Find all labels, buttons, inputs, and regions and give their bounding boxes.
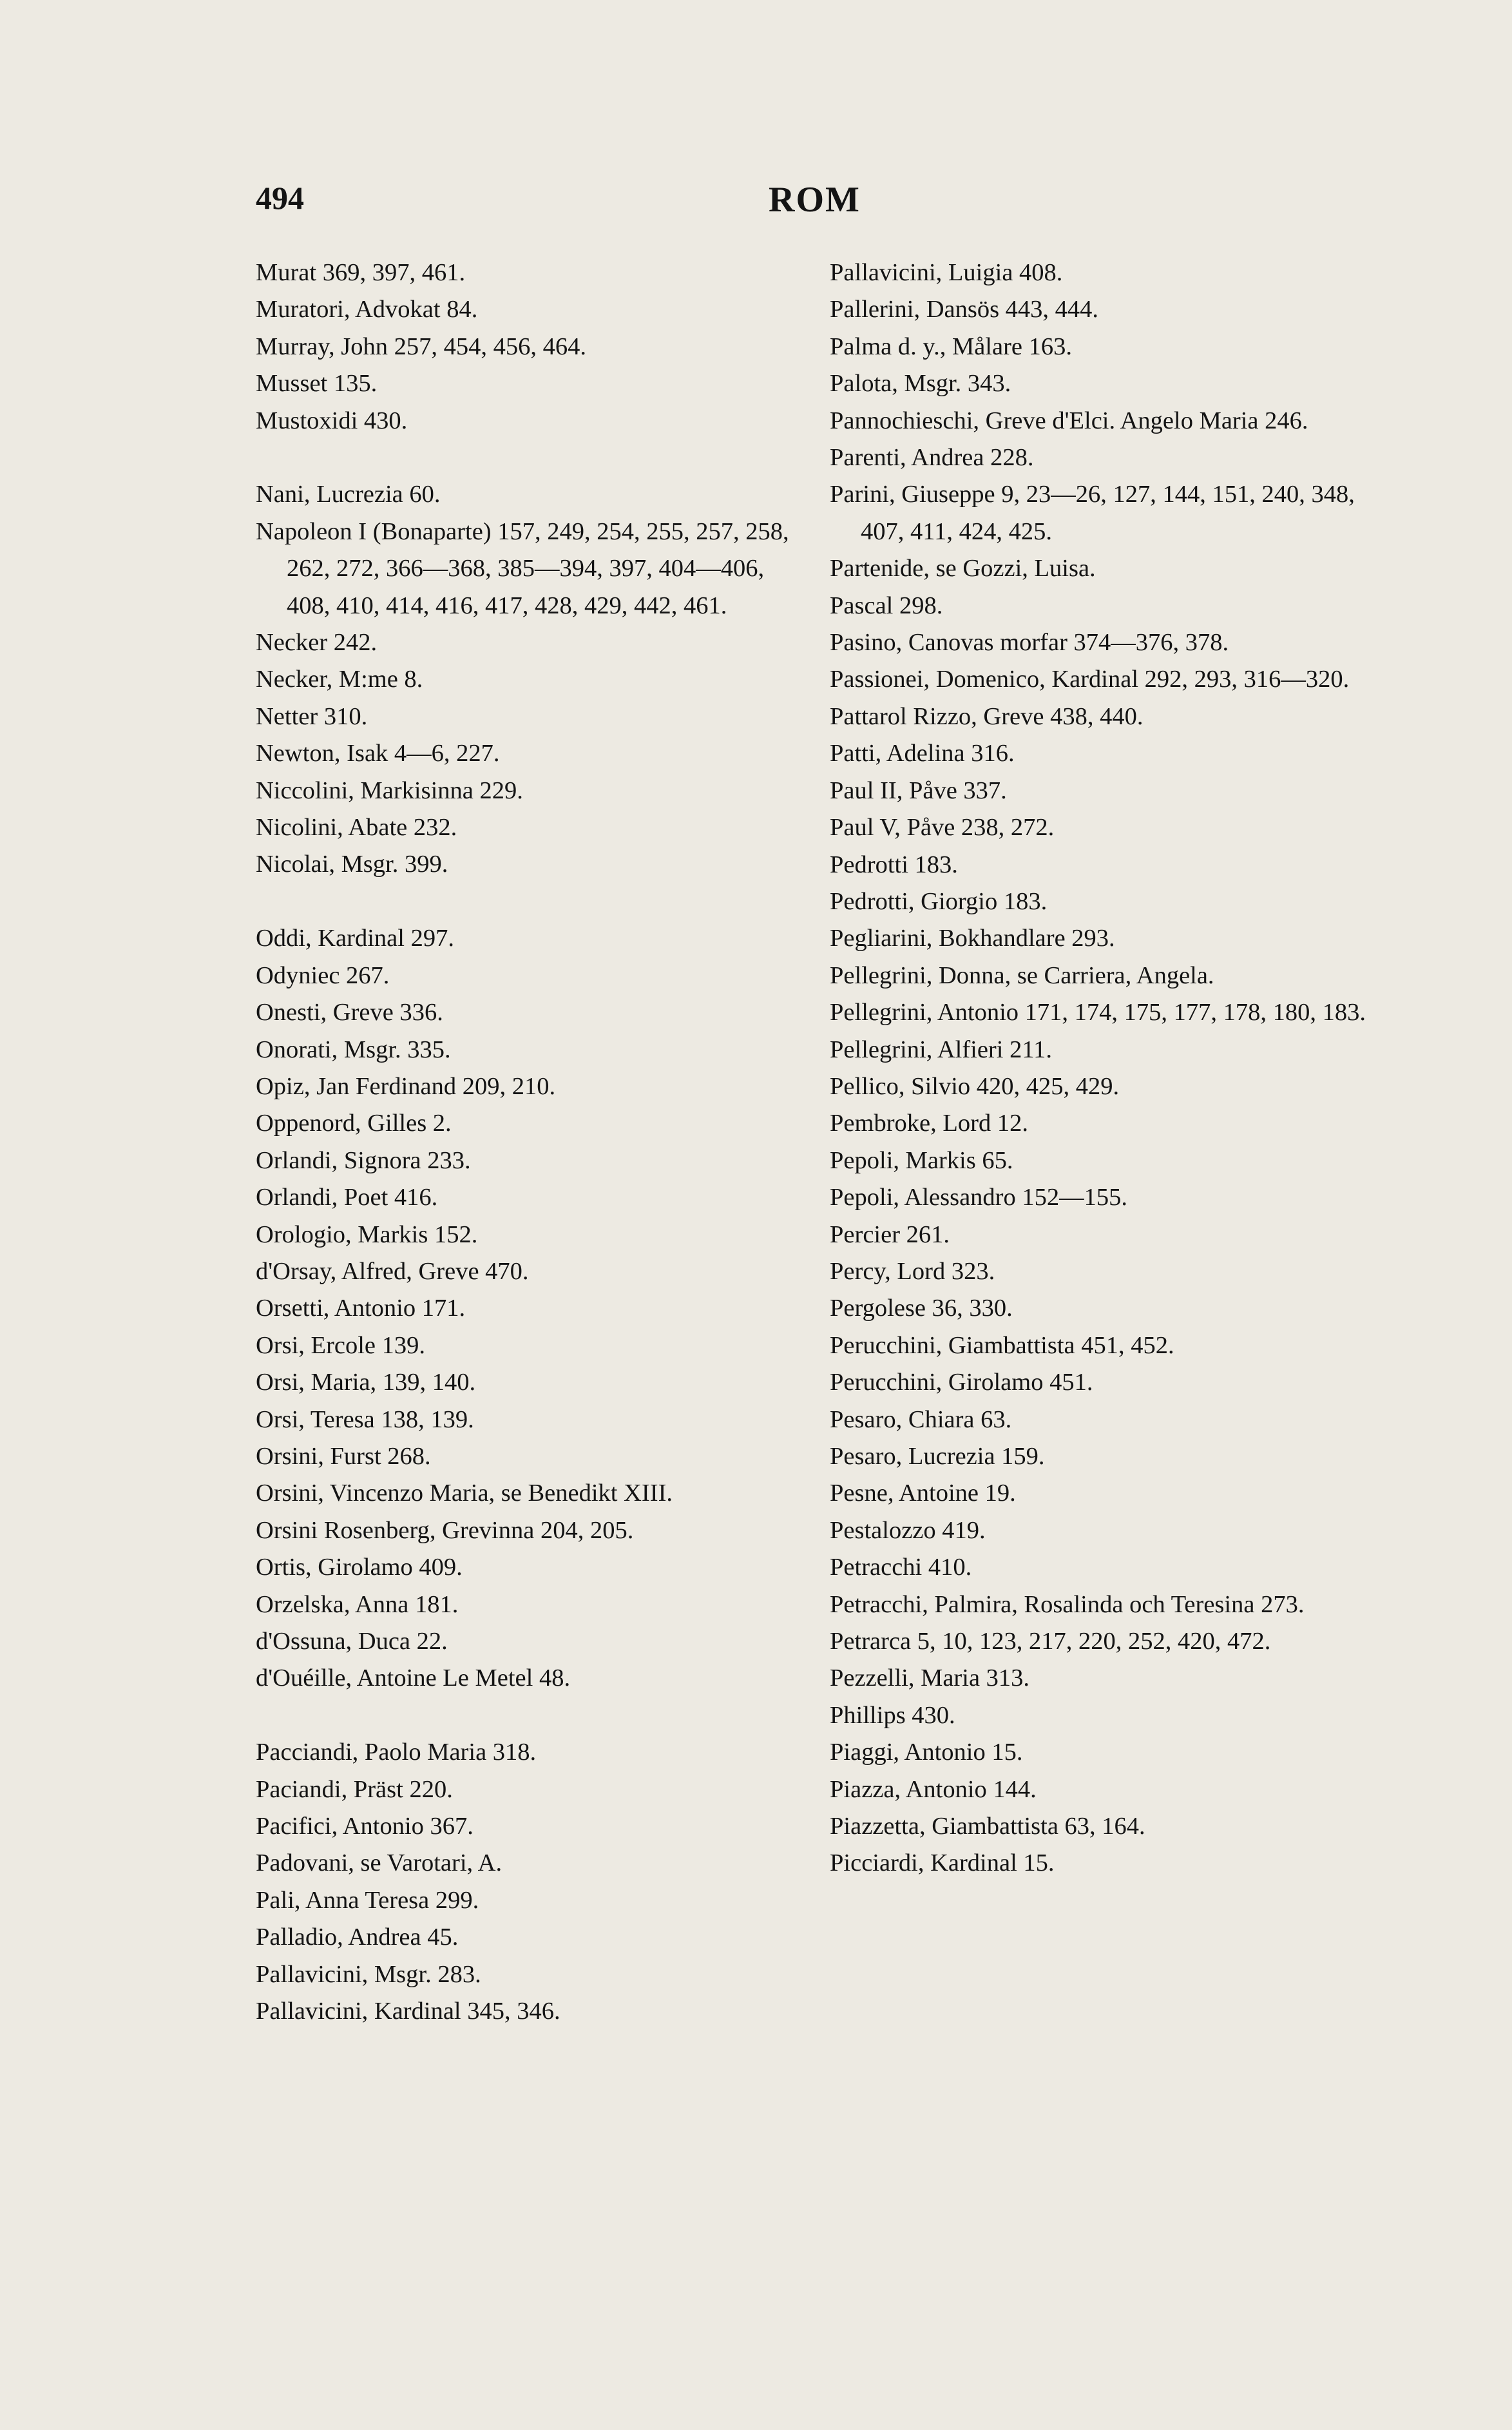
index-entry: d'Ouéille, Antoine Le Metel 48. [256, 1664, 571, 1692]
index-entry: Pergolese 36, 330. [830, 1295, 1013, 1322]
index-entry: Orologio, Markis 152. [256, 1220, 478, 1248]
index-entry: Pallerini, Dansös 443, 444. [830, 296, 1099, 323]
index-entry: Pesaro, Chiara 63. [830, 1405, 1012, 1433]
index-entry: Piazzetta, Giambattista 63, 164. [830, 1813, 1145, 1840]
index-entry: Partenide, se Gozzi, Luisa. [830, 555, 1096, 583]
index-entry: Piaggi, Antonio 15. [830, 1739, 1023, 1766]
index-entry: Pedrotti 183. [830, 851, 958, 878]
index-entry: Orzelska, Anna 181. [256, 1590, 459, 1618]
running-head: ROM [769, 180, 861, 220]
index-entry: Picciardi, Kardinal 15. [830, 1849, 1055, 1877]
index-entry: d'Ossuna, Duca 22. [256, 1628, 448, 1655]
index-entry: Pepoli, Markis 65. [830, 1146, 1013, 1174]
index-entry: Netter 310. [256, 702, 368, 730]
index-entry: Oddi, Kardinal 297. [256, 925, 454, 952]
index-entry: Pellegrini, Alfieri 211. [830, 1036, 1053, 1063]
index-entry: Onorati, Msgr. 335. [256, 1036, 451, 1063]
index-entry: Pellegrini, Antonio 171, 174, 175, 177, 178, 180, 183. [830, 999, 1366, 1027]
index-entry: Paul V, Påve 238, 272. [830, 814, 1055, 842]
index-entry: Orsetti, Antonio 171. [256, 1295, 466, 1322]
index-entry: Oppenord, Gilles 2. [256, 1110, 452, 1137]
index-entry: Niccolini, Markisinna 229. [256, 776, 523, 804]
index-entry: Petracchi 410. [830, 1554, 972, 1581]
index-entry: Padovani, se Varotari, A. [256, 1849, 502, 1877]
index-entry: Palota, Msgr. 343. [830, 370, 1011, 398]
index-entry: Petracchi, Palmira, Rosalinda och Teresina 273. [830, 1590, 1305, 1618]
index-entry: Pezzelli, Maria 313. [830, 1664, 1030, 1692]
index-entry: Nani, Lucrezia 60. [256, 481, 441, 508]
index-entry: Onesti, Greve 336. [256, 999, 443, 1027]
index-entry: Opiz, Jan Ferdinand 209, 210. [256, 1072, 556, 1100]
page-number: 494 [256, 180, 304, 216]
index-entry: Patti, Adelina 316. [830, 740, 1015, 767]
index-entry: Palma d. y., Målare 163. [830, 333, 1072, 360]
index-entry: Pacciandi, Paolo Maria 318. [256, 1739, 537, 1766]
index-entry: Mustoxidi 430. [256, 407, 408, 434]
index-entry: Nicolai, Msgr. 399. [256, 851, 448, 878]
index-entry: Passionei, Domenico, Kardinal 292, 293, 316—320. [830, 666, 1350, 693]
index-entry: d'Orsay, Alfred, Greve 470. [256, 1257, 529, 1285]
index-entry: Paciandi, Präst 220. [256, 1775, 453, 1803]
index-entry: Pembroke, Lord 12. [830, 1110, 1028, 1137]
index-entry: Orsini Rosenberg, Grevinna 204, 205. [256, 1516, 634, 1544]
index-entry: Pallavicini, Luigia 408. [830, 259, 1063, 286]
index-entry: Necker 242. [256, 629, 378, 657]
index-entry: Orsini, Furst 268. [256, 1442, 431, 1470]
index-entry: Perucchini, Girolamo 451. [830, 1369, 1093, 1396]
index-entry: Orsi, Maria, 139, 140. [256, 1369, 476, 1396]
index-entry: Pestalozzo 419. [830, 1516, 986, 1544]
index-entry: Muratori, Advokat 84. [256, 296, 478, 323]
index-entry: Orsi, Ercole 139. [256, 1331, 426, 1359]
index-entry: Pepoli, Alessandro 152—155. [830, 1184, 1127, 1211]
index-entry: Pattarol Rizzo, Greve 438, 440. [830, 702, 1144, 730]
index-entry: Percier 261. [830, 1220, 950, 1248]
index-entry: Musset 135. [256, 370, 378, 398]
index-entry: Palladio, Andrea 45. [256, 1924, 459, 1951]
index-entry: Ortis, Girolamo 409. [256, 1554, 463, 1581]
index-entry: Newton, Isak 4—6, 227. [256, 740, 500, 767]
index-entry: Murray, John 257, 454, 456, 464. [256, 333, 586, 360]
section-gap [256, 439, 810, 476]
index-entry: Pasino, Canovas morfar 374—376, 378. [830, 629, 1229, 657]
index-entry: Pascal 298. [830, 592, 943, 619]
index-entry: Necker, M:me 8. [256, 666, 423, 693]
section-gap [256, 883, 810, 920]
index-column-right [830, 255, 1393, 1882]
index-column-left [256, 255, 810, 2030]
index-entry: Odyniec 267. [256, 961, 390, 989]
index-entry: Murat 369, 397, 461. [256, 259, 466, 286]
index-entry: Pacifici, Antonio 367. [256, 1813, 474, 1840]
index-entry: Pallavicini, Msgr. 283. [256, 1960, 481, 1988]
index-entry: Pegliarini, Bokhandlare 293. [830, 925, 1115, 952]
index-entry: Parini, Giuseppe 9, 23—26, 127, 144, 151, 240, 348, 407, 411, 424, 425. [830, 481, 1355, 545]
index-entry: Petrarca 5, 10, 123, 217, 220, 252, 420, 472. [830, 1628, 1271, 1655]
index-entry: Perucchini, Giambattista 451, 452. [830, 1331, 1174, 1359]
index-entry: Nicolini, Abate 232. [256, 814, 457, 842]
index-entry: Pesaro, Lucrezia 159. [830, 1443, 1045, 1470]
index-entry: Orlandi, Poet 416. [256, 1184, 438, 1211]
index-entry: Pesne, Antoine 19. [830, 1480, 1016, 1507]
index-entry: Paul II, Påve 337. [830, 776, 1007, 804]
index-entry: Pellegrini, Donna, se Carriera, Angela. [830, 961, 1214, 989]
index-entry: Napoleon I (Bonaparte) 157, 249, 254, 255, 257, 258, 262, 272, 366—368, 385—394, 397, 404—406, 408, 410, 414, 416, 417, 428, 429, 442, 461. [256, 517, 789, 619]
index-entry: Orsini, Vincenzo Maria, se Benedikt XIII. [256, 1480, 673, 1507]
index-entry: Pallavicini, Kardinal 345, 346. [256, 1998, 560, 2025]
index-entry: Percy, Lord 323. [830, 1257, 995, 1285]
index-entry: Piazza, Antonio 144. [830, 1775, 1037, 1803]
index-entry: Pedrotti, Giorgio 183. [830, 887, 1048, 915]
index-entry: Orlandi, Signora 233. [256, 1146, 471, 1174]
index-entry: Pali, Anna Teresa 299. [256, 1886, 479, 1914]
index-entry: Pannochieschi, Greve d'Elci. Angelo Maria 246. [830, 407, 1308, 434]
index-entry: Phillips 430. [830, 1701, 955, 1729]
index-entry: Orsi, Teresa 138, 139. [256, 1405, 474, 1433]
index-entry: Pellico, Silvio 420, 425, 429. [830, 1072, 1120, 1100]
section-gap [256, 1697, 810, 1734]
index-entry: Parenti, Andrea 228. [830, 444, 1034, 472]
